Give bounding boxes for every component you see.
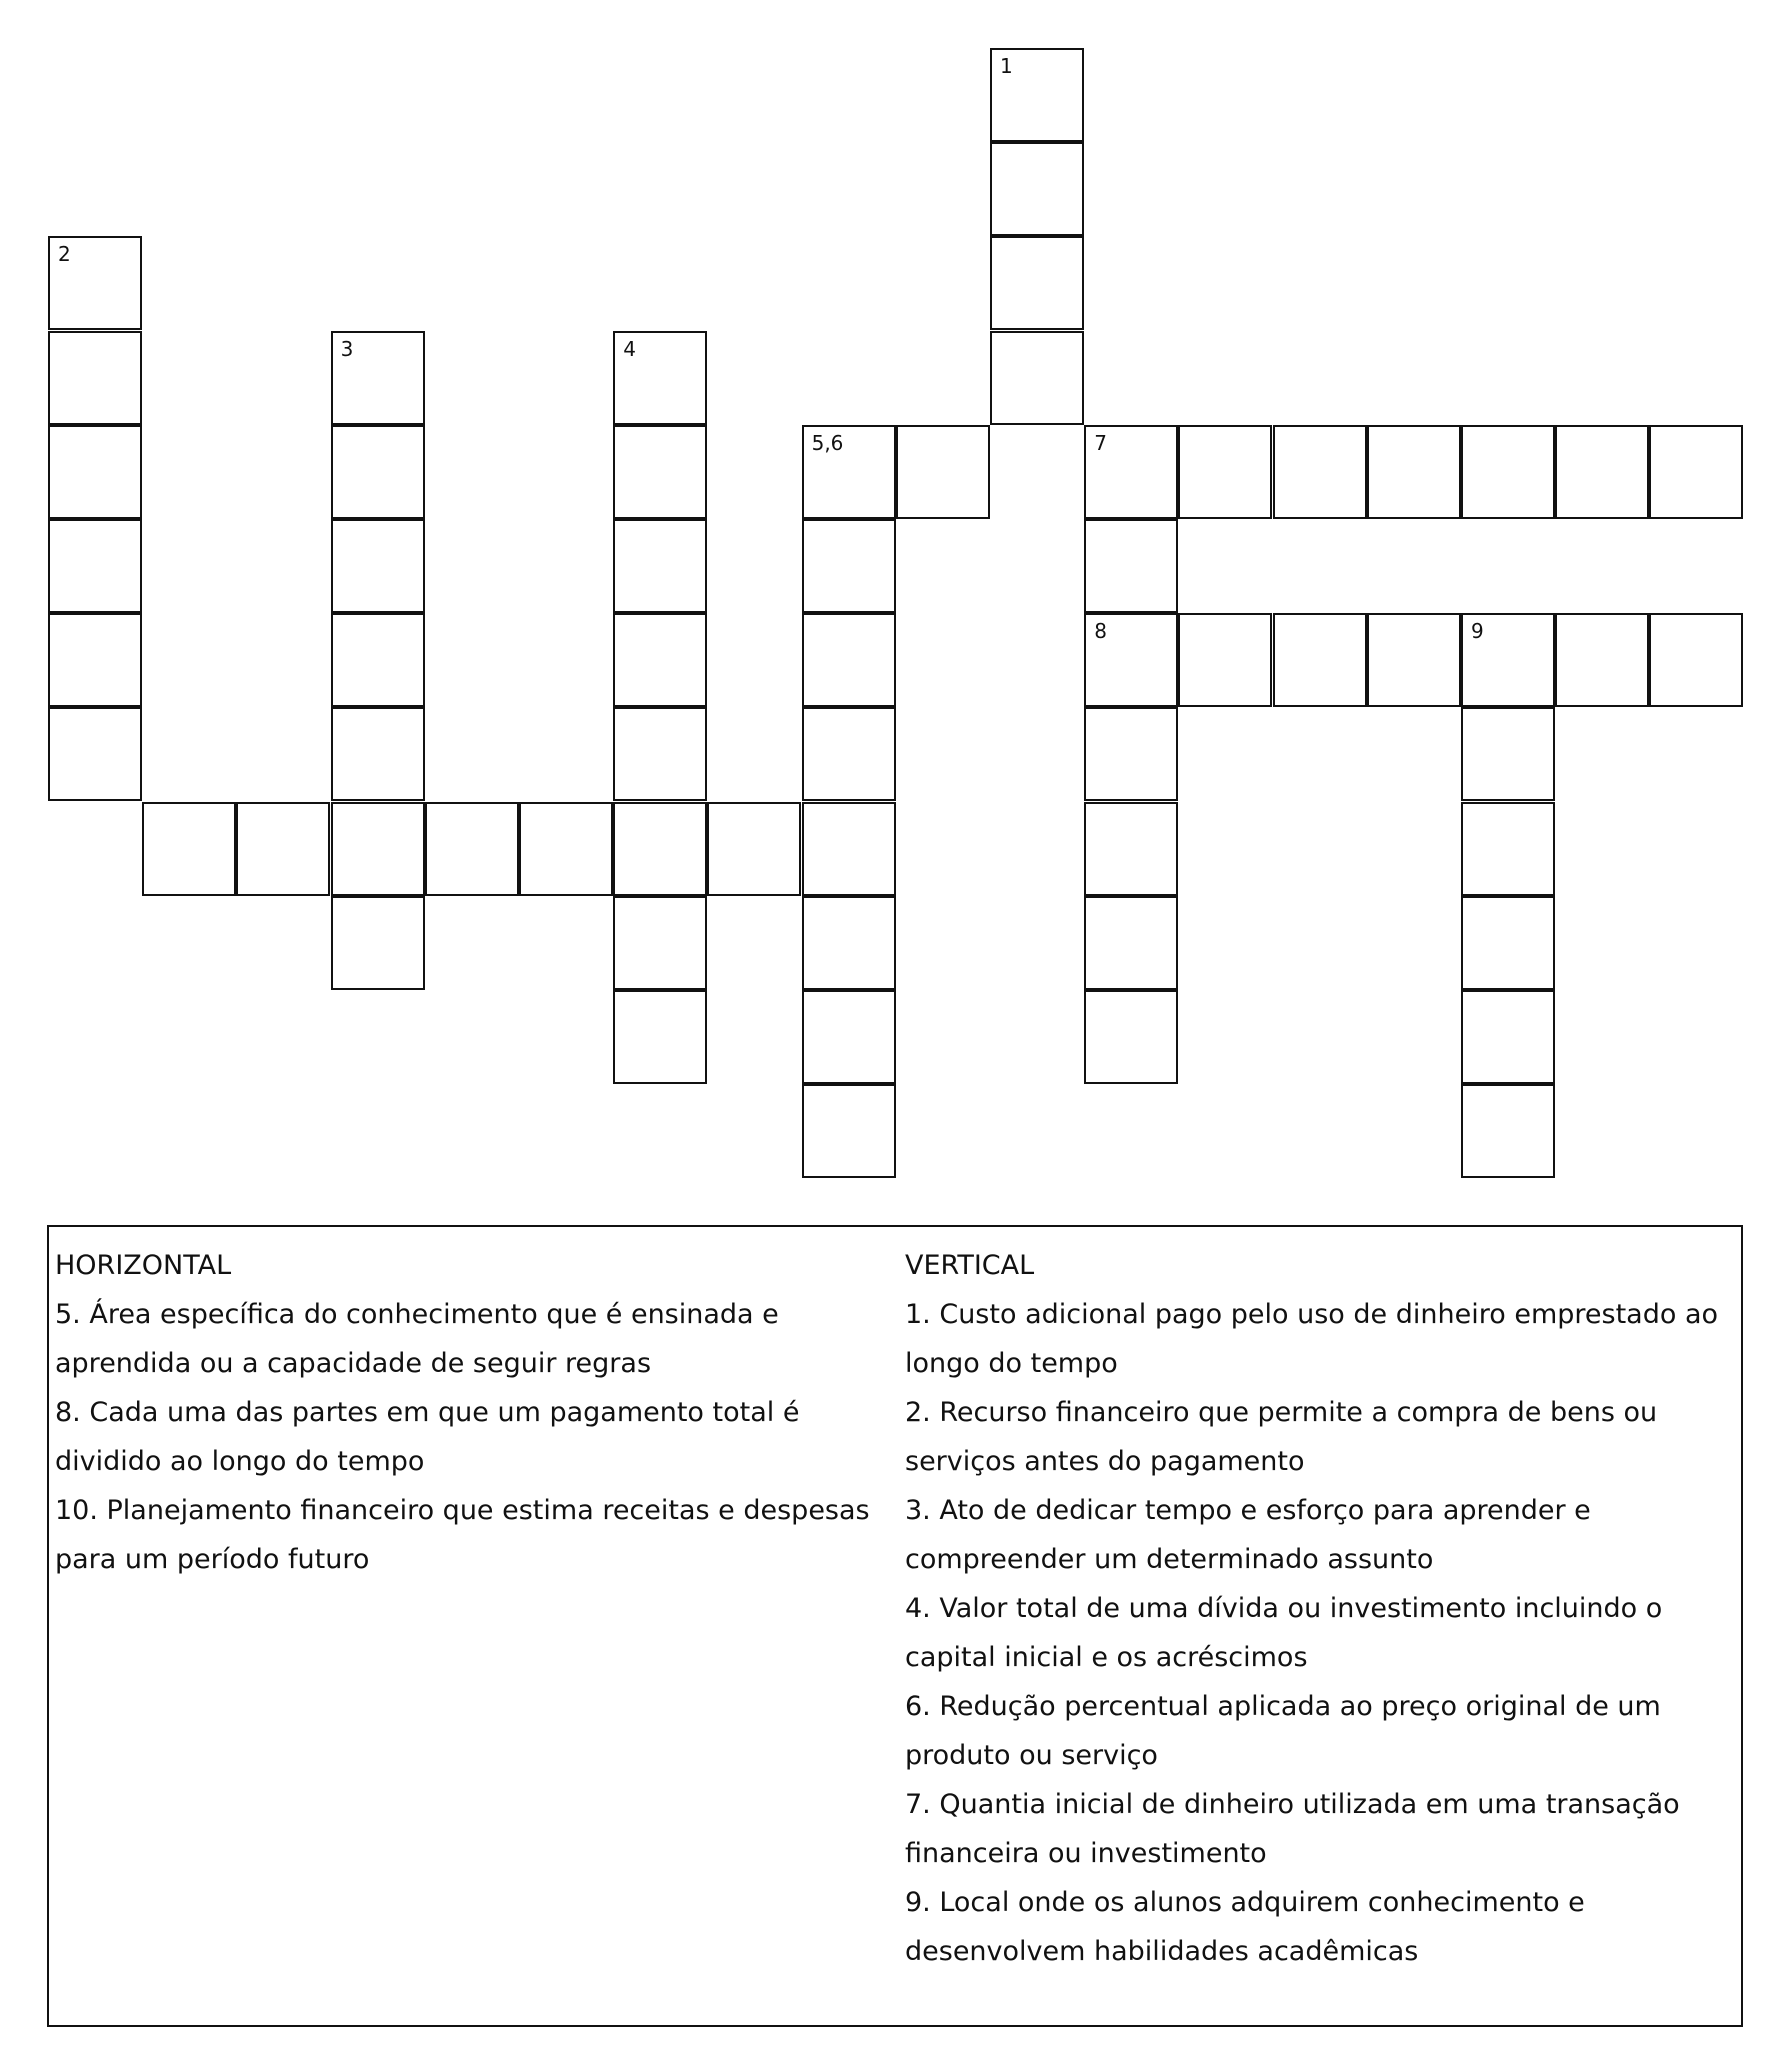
crossword-cell[interactable] xyxy=(613,519,707,613)
clue-v7-line2: financeira ou investimento xyxy=(905,1838,1267,1869)
crossword-cell[interactable] xyxy=(331,707,425,801)
crossword-cell[interactable] xyxy=(1178,425,1272,519)
crossword-cell[interactable] xyxy=(1649,425,1743,519)
crossword-cell[interactable] xyxy=(802,425,896,519)
crossword-cell[interactable] xyxy=(519,802,613,896)
crossword-cell[interactable] xyxy=(1084,519,1178,613)
clue-number: 5,6 xyxy=(811,430,844,455)
crossword-cell[interactable] xyxy=(1461,707,1555,801)
crossword-cell[interactable] xyxy=(1555,425,1649,519)
crossword-cell[interactable] xyxy=(990,331,1084,425)
crossword-cell[interactable] xyxy=(425,802,519,896)
crossword-cell[interactable] xyxy=(802,707,896,801)
horizontal-heading: HORIZONTAL xyxy=(55,1250,232,1281)
clue-number: 2 xyxy=(58,242,71,267)
crossword-cell[interactable] xyxy=(48,331,142,425)
crossword-cell[interactable] xyxy=(1084,425,1178,519)
crossword-cell[interactable] xyxy=(1273,613,1367,707)
crossword-cell[interactable] xyxy=(613,425,707,519)
crossword-cell[interactable] xyxy=(1084,707,1178,801)
vertical-heading: VERTICAL xyxy=(905,1250,1035,1281)
clue-number: 4 xyxy=(623,336,636,361)
clue-number: 8 xyxy=(1094,619,1107,644)
crossword-cell[interactable] xyxy=(1461,990,1555,1084)
horizontal-clues xyxy=(55,1241,895,1584)
clue-v9-line1: 9. Local onde os alunos adquirem conhecimento e xyxy=(905,1887,1585,1918)
crossword-cell[interactable] xyxy=(802,802,896,896)
crossword-cell[interactable] xyxy=(1649,613,1743,707)
clue-v2-line2: serviços antes do pagamento xyxy=(905,1446,1305,1477)
clue-h8-line2: dividido ao longo do tempo xyxy=(55,1446,425,1477)
clues-box xyxy=(47,1225,1743,2027)
clue-v9-line2: desenvolvem habilidades acadêmicas xyxy=(905,1936,1419,1967)
clue-h10-line1: 10. Planejamento financeiro que estima receitas e despesas xyxy=(55,1495,870,1526)
clue-v1-line2: longo do tempo xyxy=(905,1348,1118,1379)
clue-h5-line1: 5. Área específica do conhecimento que é ensinada e xyxy=(55,1299,779,1330)
clue-v1-line1: 1. Custo adicional pago pelo uso de dinheiro emprestado ao xyxy=(905,1299,1719,1330)
clue-number: 1 xyxy=(1000,54,1013,78)
crossword-cell[interactable] xyxy=(802,519,896,613)
crossword-cell[interactable] xyxy=(236,802,330,896)
crossword-cell[interactable] xyxy=(990,142,1084,236)
clue-v6-line2: produto ou serviço xyxy=(905,1740,1158,1771)
crossword-cell[interactable] xyxy=(1367,425,1461,519)
crossword-cell[interactable] xyxy=(802,990,896,1084)
clue-number: 9 xyxy=(1471,619,1484,644)
clue-h8-line1: 8. Cada uma das partes em que um pagamento total é xyxy=(55,1397,800,1428)
crossword-cell[interactable] xyxy=(48,613,142,707)
crossword-cell[interactable] xyxy=(48,519,142,613)
crossword-cell[interactable] xyxy=(1084,613,1178,707)
crossword-cell[interactable] xyxy=(1273,425,1367,519)
clue-number: 7 xyxy=(1094,430,1107,455)
clue-v3-line2: compreender um determinado assunto xyxy=(905,1544,1434,1575)
crossword-cell[interactable] xyxy=(613,331,707,425)
crossword-cell[interactable] xyxy=(896,425,990,519)
crossword-cell[interactable] xyxy=(990,236,1084,330)
crossword-cell[interactable] xyxy=(48,707,142,801)
crossword-cell[interactable] xyxy=(1461,425,1555,519)
crossword-cell[interactable] xyxy=(331,802,425,896)
crossword-cell[interactable] xyxy=(331,613,425,707)
crossword-cell[interactable] xyxy=(1084,802,1178,896)
crossword-cell[interactable] xyxy=(331,519,425,613)
crossword-cell[interactable] xyxy=(1367,613,1461,707)
clue-v4-line1: 4. Valor total de uma dívida ou investimento incluindo o xyxy=(905,1593,1663,1624)
crossword-cell[interactable] xyxy=(48,236,142,330)
crossword-cell[interactable] xyxy=(1461,1084,1555,1178)
crossword-cell[interactable] xyxy=(613,802,707,896)
clue-number: 3 xyxy=(340,336,354,361)
crossword-cell[interactable] xyxy=(1178,613,1272,707)
crossword-cell[interactable] xyxy=(990,48,1084,142)
crossword-cell[interactable] xyxy=(802,896,896,990)
crossword-cell[interactable] xyxy=(1555,613,1649,707)
crossword-cell[interactable] xyxy=(613,896,707,990)
crossword-cell[interactable] xyxy=(331,331,425,425)
crossword-cell[interactable] xyxy=(613,990,707,1084)
crossword-cell[interactable] xyxy=(802,613,896,707)
crossword-cell[interactable] xyxy=(1084,896,1178,990)
crossword-cell[interactable] xyxy=(331,425,425,519)
clue-v6-line1: 6. Redução percentual aplicada ao preço original de um xyxy=(905,1691,1661,1722)
crossword-cell[interactable] xyxy=(1461,613,1555,707)
clue-h5-line2: aprendida ou a capacidade de seguir regras xyxy=(55,1348,652,1379)
clue-v4-line2: capital inicial e os acréscimos xyxy=(905,1642,1308,1673)
crossword-cell[interactable] xyxy=(1084,990,1178,1084)
crossword-cell[interactable] xyxy=(707,802,801,896)
clue-v7-line1: 7. Quantia inicial de dinheiro utilizada em uma transação xyxy=(905,1789,1680,1820)
clue-h10-line2: para um período futuro xyxy=(55,1544,370,1575)
clue-v2-line1: 2. Recurso financeiro que permite a compra de bens ou xyxy=(905,1397,1658,1428)
vertical-clues xyxy=(905,1241,1735,1976)
crossword-cell[interactable] xyxy=(1461,896,1555,990)
crossword-cell[interactable] xyxy=(142,802,236,896)
crossword-cell[interactable] xyxy=(1461,802,1555,896)
crossword-cell[interactable] xyxy=(613,613,707,707)
crossword-cell[interactable] xyxy=(331,896,425,990)
crossword-cell[interactable] xyxy=(613,707,707,801)
crossword-cell[interactable] xyxy=(48,425,142,519)
crossword-cell[interactable] xyxy=(802,1084,896,1178)
clue-v3-line1: 3. Ato de dedicar tempo e esforço para aprender e xyxy=(905,1495,1591,1526)
